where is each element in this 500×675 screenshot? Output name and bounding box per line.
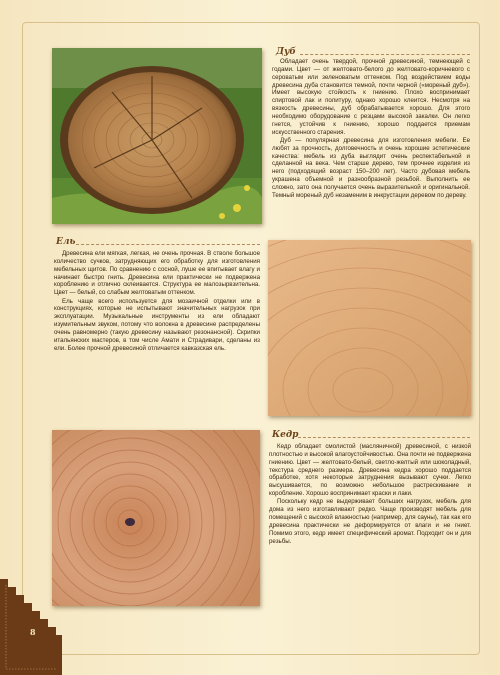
spruce-paragraph-1: Древесина ели мягкая, легкая, не очень прочная. В стволе большое количество сучков, затрудняющих его обработку для изготовления мебельных щитов. По сравнению с сосной, луше ее впитывает влагу и начинает быстро гнить. Древесина ели практически не подвержена короблению и отлично склеивается. Структура ее малозырвзительна. Цвет — белый, со слабым желтоватым оттенком. [54, 250, 260, 297]
oak-title-rule [300, 54, 470, 55]
cedar-paragraph-2: Поскольку кедр не выдерживает больших нагрузок, мебель для дома из него изготавливают редко. Чаще производят мебель для помещений с высокой влажностью (например, для сауны), так как его древесина практически не деформируется от влаги и не гниет. Помимо этого, кедр имеет специфический аромат. Подходит он и для резьбы. [269, 498, 471, 545]
oak-paragraph-1: Обладает очень твердой, прочной древесиной, темнеющей с годами. Цвет — от желтовато-белого до желтовато-коричневого с сероватым или зеленоватым оттенком. Под воздействием воды древесина дуба становится темной, почти черной («мореный дуб»). Имеет высокую стойкость к гниению. Плохо воспринимает спиртовой лак и политуру, однако хорошо клеится. Несмотря на вязкость древесины, дуб обрабатывается хорошо. Для этого необходимо оборудование с резцами высокой закалки. Он легко гнется, устойчив к гниению, хорошо поддается приемам искусственного старения. [272, 58, 470, 136]
spruce-title-rule [76, 244, 260, 245]
cedar-log-photo [52, 430, 260, 606]
page-number: 8 [30, 627, 36, 637]
oak-section-title: Дуб [276, 47, 296, 57]
oak-paragraph-2: Дуб — популярная древесина для изготовления мебели. Ее любят за прочность, долговечность и очень хорошие эстетические качества: мебель из дуба выглядит очень респектабельной и сделанной на века. Чем старше дерево, тем прочнее изделия из него (подходящий возраст 150–200 лет). Часто дубовая мебель украшена объемной и разнообразной резьбой. Выполнить ее сложно, зато она получается очень выразительной и оригинальной. Темный мореный дуб незаменим в инкрустации деревом по дереву. [272, 136, 470, 199]
oak-text [272, 58, 470, 200]
spruce-section-title: Ель [56, 237, 76, 247]
spruce-wood-photo [268, 240, 471, 416]
cedar-title-rule [298, 437, 470, 438]
cedar-paragraph-1: Кедр обладает смолистой (масляничной) древесиной, с низкой плотностью и высокой влагоустойчивостью. Она почти не подвержена гниению. Цвет — желтовато-белый, светло-желтый или шоколадный, текстура среднего размера. Древесина кедра хорошо поддается обработке, хотя некоторые затруднения вызывают сучки. Легко высушивается, по возможно небольшое растрескивание и коробление. Хорошо воспринимает краски и лаки. [269, 443, 471, 498]
spruce-paragraph-2: Ель чаще всего используется для мозаичной отделки или в конструкциях, которые не испытывают значительных нагрузок при эксплуатации. Музыкальные инструменты из ели обладают изумительным звуком, потому что волокна в древесине распределены очень равномерно (такую древесину называют резонансной). Скрипки итальянских мастеров, в том числе Амати и Страдивари, сделаны из ели. Более прочной древесиной отличается кавказская ель. [54, 297, 260, 352]
oak-log-photo [52, 48, 262, 224]
spruce-text [54, 250, 260, 353]
cedar-section-title: Кедр [272, 430, 299, 440]
cedar-text [269, 443, 471, 546]
